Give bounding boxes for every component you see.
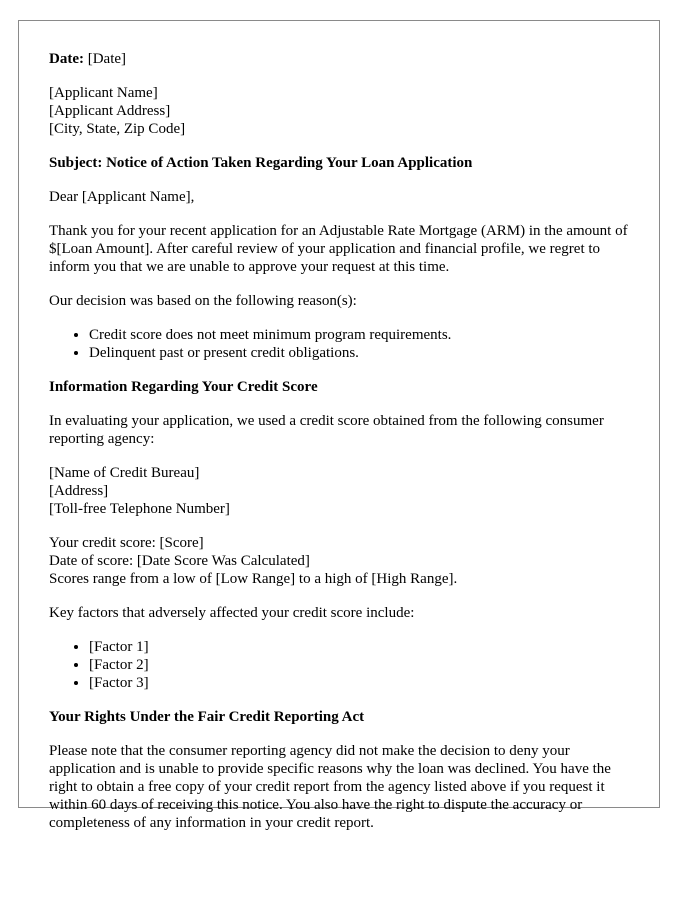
- bureau-block: [49, 464, 629, 518]
- date-value: [Date]: [87, 51, 127, 67]
- score-block: [49, 534, 629, 588]
- factors-list: [49, 638, 629, 692]
- score-range-line: Scores range from a low of [Low Range] to a high of [High Range].: [49, 571, 458, 587]
- score-date-line: Date of score: [Date Score Was Calculated]: [49, 553, 310, 569]
- salutation: Dear [Applicant Name],: [49, 189, 195, 205]
- rights-paragraph: Please note that the consumer reporting agency did not make the decision to deny your application and is unable to provide specific reasons why the loan was declined. You have the right to obtain a free copy of your credit report from the agency listed above if you request it within 60 days of receiving this notice. You also have the right to dispute the accuracy or completeness of any information in your credit report.: [49, 743, 611, 831]
- factor-item: • [Factor 3]: [89, 674, 629, 692]
- letter-page: [18, 20, 660, 831]
- date-label: Date:: [49, 51, 84, 67]
- factor-item: • [Factor 1]: [89, 638, 629, 656]
- factors-intro: Key factors that adversely affected your credit score include:: [49, 605, 415, 621]
- applicant-city: [City, State, Zip Code]: [49, 121, 186, 137]
- reason-item: • Credit score does not meet minimum program requirements.: [89, 326, 629, 344]
- bureau-phone: [Toll-free Telephone Number]: [49, 501, 230, 517]
- factor-item: • [Factor 2]: [89, 656, 629, 674]
- credit-score-heading: Information Regarding Your Credit Score: [49, 379, 318, 395]
- credit-intro-paragraph: In evaluating your application, we used a credit score obtained from the following consumer reporting agency:: [49, 413, 604, 447]
- reason-item: • Delinquent past or present credit obligations.: [89, 344, 629, 362]
- applicant-address: [Applicant Address]: [49, 103, 171, 119]
- intro-paragraph: Thank you for your recent application for an Adjustable Rate Mortgage (ARM) in the amount of $[Loan Amount]. After careful review of your application and financial profile, we regret to inform you that we are unable to approve your request at this time.: [49, 223, 628, 275]
- letter-content: [19, 21, 659, 832]
- applicant-address-block: [49, 84, 629, 138]
- bureau-address: [Address]: [49, 483, 109, 499]
- date-line: [49, 50, 629, 68]
- reasons-list: [49, 326, 629, 362]
- reasons-intro: Our decision was based on the following reason(s):: [49, 293, 357, 309]
- bureau-name: [Name of Credit Bureau]: [49, 465, 200, 481]
- subject-line: Subject: Notice of Action Taken Regarding Your Loan Application: [49, 155, 473, 171]
- applicant-name: [Applicant Name]: [49, 85, 158, 101]
- credit-score-line: Your credit score: [Score]: [49, 535, 204, 551]
- rights-heading: Your Rights Under the Fair Credit Reporting Act: [49, 709, 365, 725]
